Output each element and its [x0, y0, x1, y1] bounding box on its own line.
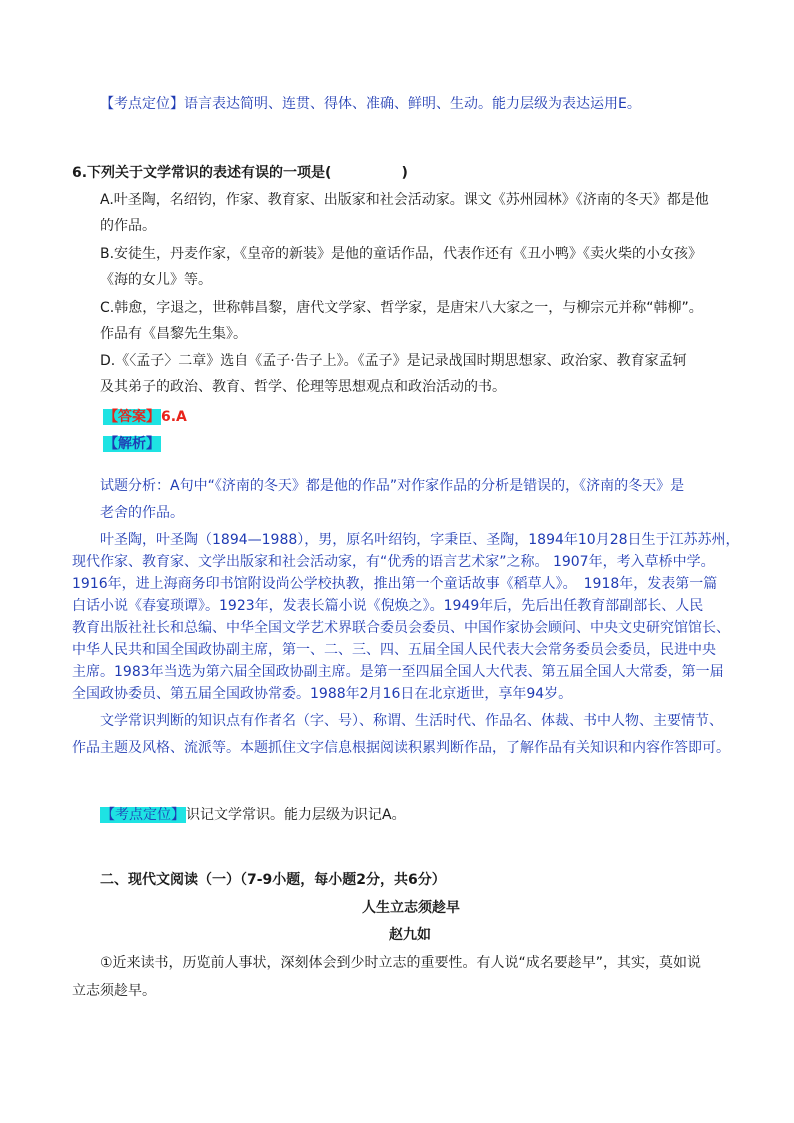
option-a-line1: A.叶圣陶，名绍钧，作家、教育家、出版家和社会活动家。课文《苏州园林》《济南的冬天》都是他	[100, 192, 709, 208]
option-c-line2: 作品有《昌黎先生集》。	[100, 326, 247, 342]
jiexi-tag: 【解析】	[104, 436, 160, 452]
analysis-p3-line1: 文学常识判断的知识点有作者名（字、号）、称谓、生活时代、作品名、体裁、书中人物、主要情节、	[100, 713, 723, 729]
section-2-heading: 二、现代文阅读（一）（7-9小题，每小题2分，共6分）	[100, 872, 446, 888]
option-d-line2: 及其弟子的政治、教育、哲学、伦理等思想观点和政治活动的书。	[100, 379, 506, 395]
answer-line	[103, 407, 187, 427]
kaodian-1-tag: 【考点定位】	[100, 96, 184, 112]
answer-value: 6.A	[161, 409, 187, 425]
analysis-p3-line2: 作品主题及风格、流派等。本题抓住文字信息根据阅读积累判断作品，了解作品有关知识和内容作答即可。	[72, 740, 730, 756]
kaodian-1-text: 语言表达简明、连贯、得体、准确、鲜明、生动。能力层级为表达运用E。	[184, 96, 641, 112]
analysis-p2-line2: 现代作家、教育家、文学出版家和社会活动家，有“优秀的语言艺术家”之称。 1907年，考入草桥中学。	[72, 554, 715, 570]
analysis-p2-line4: 白话小说《春宴琐谭》。1923年，发表长篇小说《倪焕之》。1949年后，先后出任教育部副部长、人民	[72, 598, 704, 614]
analysis-p2-line3: 1916年，进上海商务印书馆附设尚公学校执教，推出第一个童话故事《稻草人》。 1918年，发表第一篇	[72, 576, 718, 592]
analysis-p2-line6: 中华人民共和国全国政协副主席，第一、二、三、四、五届全国人民代表大会常务委员会委员，民进中央	[72, 642, 716, 658]
question-stem: 6.下列关于文学常识的表述有误的一项是( )	[72, 165, 408, 181]
kaodian-2-tag: 【考点定位】	[101, 807, 185, 823]
option-c-line1: C.韩愈，字退之，世称韩昌黎，唐代文学家、哲学家，是唐宋八大家之一，与柳宗元并称“韩柳”。	[100, 300, 703, 316]
analysis-p2-line5: 教育出版社社长和总编、中华全国文学艺术界联合委员会委员、中国作家协会顾问、中央文史研究馆馆长、	[72, 620, 730, 636]
kaodian-2	[100, 805, 406, 825]
article-author: 赵九如	[389, 927, 431, 943]
article-para1-line2: 立志须趁早。	[72, 983, 156, 999]
option-b-line1: B.安徒生，丹麦作家，《皇帝的新装》是他的童话作品，代表作还有《丑小鸭》《卖火柴的小女孩》	[100, 246, 703, 262]
analysis-p2-line7: 主席。1983年当选为第六届全国政协副主席。是第一至四届全国人大代表、第五届全国人大常委，第一届	[72, 664, 724, 680]
option-d-line1: D.《〈孟子〉二章》选自《孟子·告子上》。《孟子》是记录战国时期思想家、政治家、教育家孟轲	[100, 353, 687, 369]
analysis-p2-line1: 叶圣陶，叶圣陶（1894—1988），男，原名叶绍钧，字秉臣、圣陶，1894年10月28日生于江苏苏州，	[100, 532, 740, 548]
kaodian-1	[100, 94, 641, 114]
analysis-p2-line8: 全国政协委员、第五届全国政协常委。1988年2月16日在北京逝世，享年94岁。	[72, 686, 573, 702]
answer-tag: 【答案】	[104, 409, 160, 425]
analysis-p1-line2: 老舍的作品。	[100, 505, 184, 521]
analysis-p1-line1: 试题分析：A句中“《济南的冬天》都是他的作品”对作家作品的分析是错误的，《济南的冬天》是	[100, 478, 685, 494]
kaodian-2-text: 识记文学常识。能力层级为识记A。	[186, 807, 406, 823]
option-b-line2: 《海的女儿》等。	[100, 272, 212, 288]
article-para1-line1: ①近来读书，历览前人事状，深刻体会到少时立志的重要性。有人说“成名要趁早”，其实，莫如说	[100, 955, 702, 971]
article-title: 人生立志须趁早	[362, 900, 460, 916]
jiexi-line	[103, 434, 161, 454]
option-a-line2: 的作品。	[100, 218, 156, 234]
